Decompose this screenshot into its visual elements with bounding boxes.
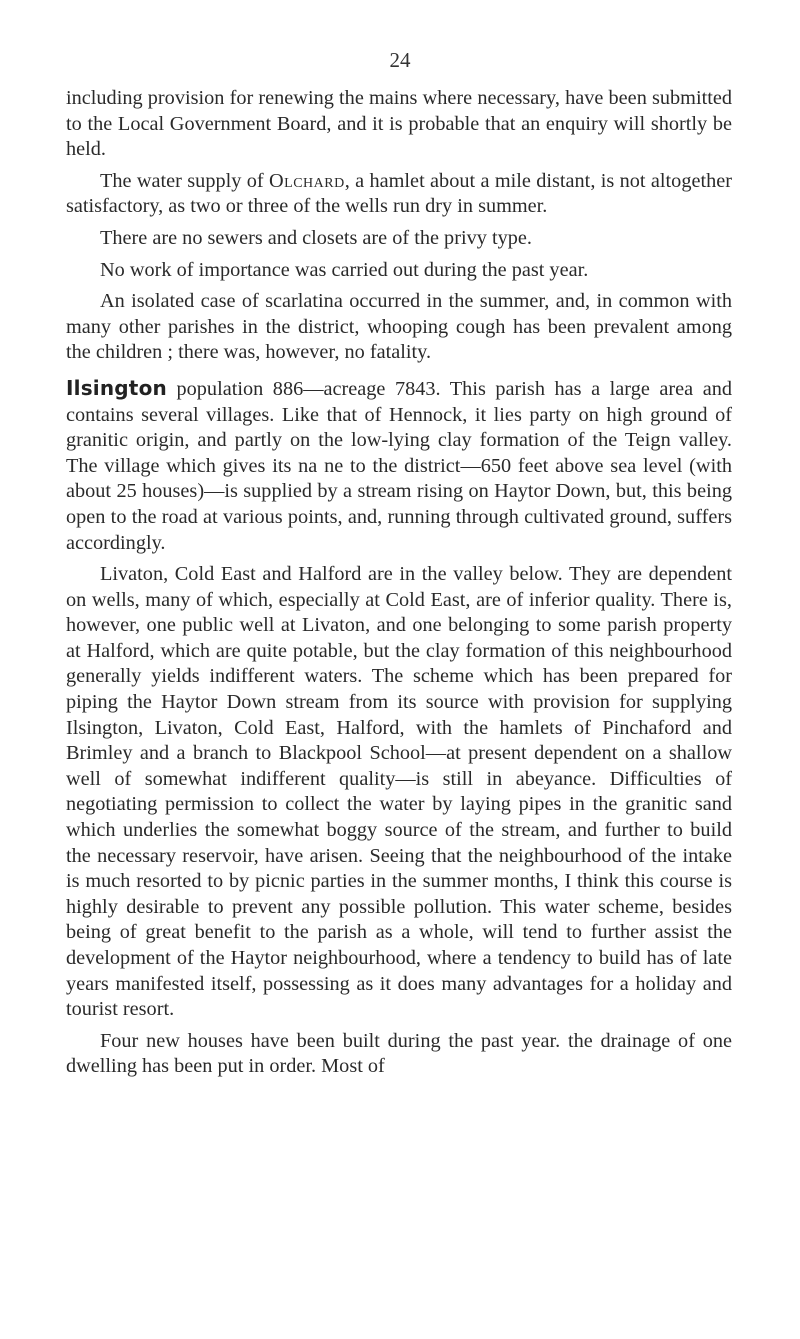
section-heading-ilsington: Ilsington: [66, 375, 167, 400]
paragraph-1: including provision for renewing the mains where necessary, have been submitted to the Local Government Board, and it is probable that an enquiry will shortly be held.: [66, 87, 732, 161]
page-number: 24: [389, 48, 411, 72]
paragraph-6: [66, 376, 732, 556]
paragraph-2-rest: , a hamlet about a mile distant, is not altogether satisfactory, as two or three of the wells run dry in summer.: [66, 169, 732, 218]
paragraph-2-start: The water supply of: [100, 169, 269, 192]
place-name-olchard: Olchard: [269, 169, 345, 192]
body-text: [66, 86, 732, 1086]
paragraph-5: An isolated case of scarlatina occurred in the summer, and, in common with many other parishes in the district, whooping cough has been prevalent among the children ; there was, however, no fatality.: [66, 290, 732, 364]
paragraph-3: There are no sewers and closets are of the privy type.: [100, 226, 532, 249]
paragraph-4: No work of importance was carried out during the past year.: [100, 258, 589, 281]
paragraph-7: Livaton, Cold East and Halford are in the valley below. They are dependent on wells, many of which, especially at Cold East, are of inferior quality. There is, however, one public well at Livaton, and one belonging to some parish property at Halford, which are quite potable, but the clay formation of this neighbourhood generally yields indifferent waters. The scheme which has been prepared for piping the Haytor Down stream from its source with provision for supplying Ilsington, Livaton, Cold East, Halford, with the hamlets of Pinchaford and Brimley and a branch to Blackpool School—at present dependent on a shallow well of somewhat indifferent quality—is still in abeyance. Difficulties of negotiating permission to collect the water by laying pipes in the granitic sand which underlies the somewhat boggy source of the stream, and further to build the necessary reservoir, have arisen. Seeing that the neighbourhood of the intake is much resorted to by picnic parties in the summer months, I think this course is highly desirable to prevent any possible pollution. This water scheme, besides being of great benefit to the parish as a whole, will tend to further assist the development of the Haytor neighbourhood, where a tendency to build has of late years manifested itself, possessing as it does many advantages for a holiday and tourist resort.: [66, 563, 732, 1021]
paragraph-6-rest: population 886—acreage 7843. This parish has a large area and contains several villages. Like that of Hennock, it lies party on high ground of granitic origin, and partly on the low-lying clay formation of the Teign valley. The village which gives its na ne to the district—650 feet above sea level (with about 25 houses)—is supplied by a stream rising on Haytor Down, but, this being open to the road at various points, and, running through cultivated ground, suffers accordingly.: [66, 377, 732, 554]
paragraph-2: [66, 169, 732, 220]
paragraph-8: Four new houses have been built during the past year. the drainage of one dwelling has been put in order. Most of: [66, 1029, 732, 1078]
